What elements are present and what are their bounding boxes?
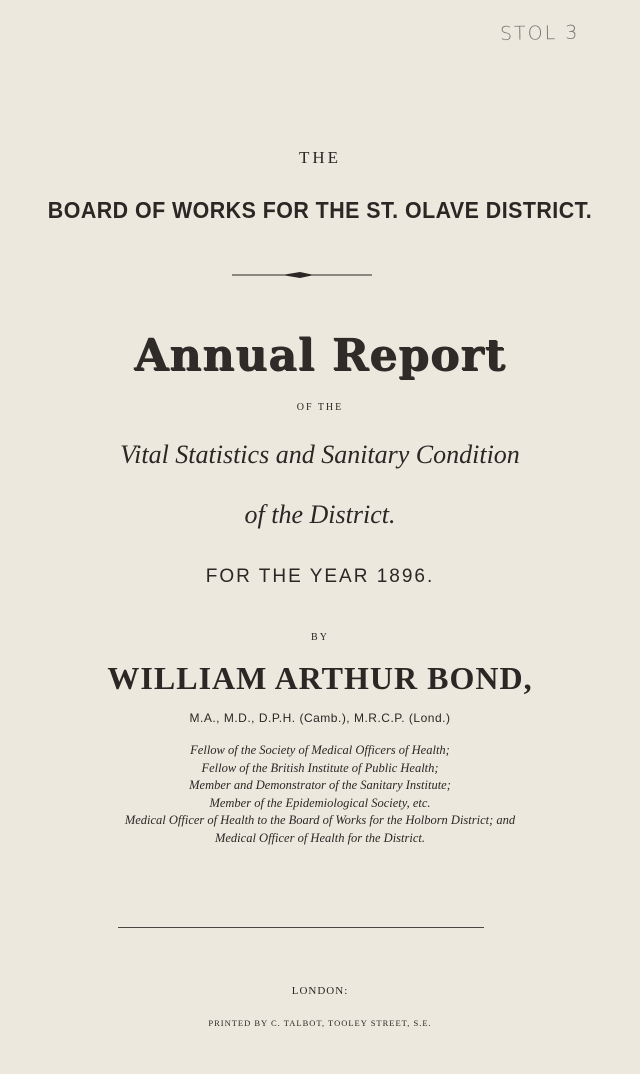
- credential-line: Member of the Epidemiological Society, etc.: [209, 795, 431, 810]
- author-credentials: [0, 742, 640, 847]
- credential-line: Fellow of the Society of Medical Officers of Health;: [190, 743, 450, 757]
- of-the-label: OF THE: [296, 402, 344, 413]
- heading-board-of-works: BOARD OF WORKS FOR THE ST. OLAVE DISTRICT.: [47, 197, 593, 223]
- credential-line: Medical Officer of Health to the Board of Works for the Holborn District; and: [124, 813, 516, 827]
- credential-line: Fellow of the British Institute of Public Health;: [201, 760, 439, 775]
- imprint-printer: PRINTED BY C. TALBOT, TOOLEY STREET, S.E.: [208, 1018, 432, 1028]
- subtitle-of-the-district: of the District.: [244, 500, 396, 529]
- report-year: FOR THE YEAR 1896.: [205, 566, 435, 587]
- author-name: WILLIAM ARTHUR BOND,: [107, 660, 533, 696]
- heading-the: THE: [298, 148, 342, 167]
- credential-line: Medical Officer of Health for the District.: [214, 830, 426, 845]
- handwritten-shelfmark: STOL 3: [499, 21, 580, 46]
- credential-line: Member and Demonstrator of the Sanitary Institute;: [189, 778, 451, 792]
- by-label: BY: [311, 632, 329, 643]
- imprint-place: LONDON:: [291, 985, 349, 997]
- author-degrees: M.A., M.D., D.P.H. (Camb.), M.R.C.P. (Lond.): [189, 711, 451, 725]
- horizontal-rule: [118, 927, 484, 928]
- ornament-divider-icon: [232, 268, 372, 282]
- report-title: Annual Report: [134, 330, 506, 381]
- subtitle-vital-statistics: Vital Statistics and Sanitary Condition: [120, 440, 520, 469]
